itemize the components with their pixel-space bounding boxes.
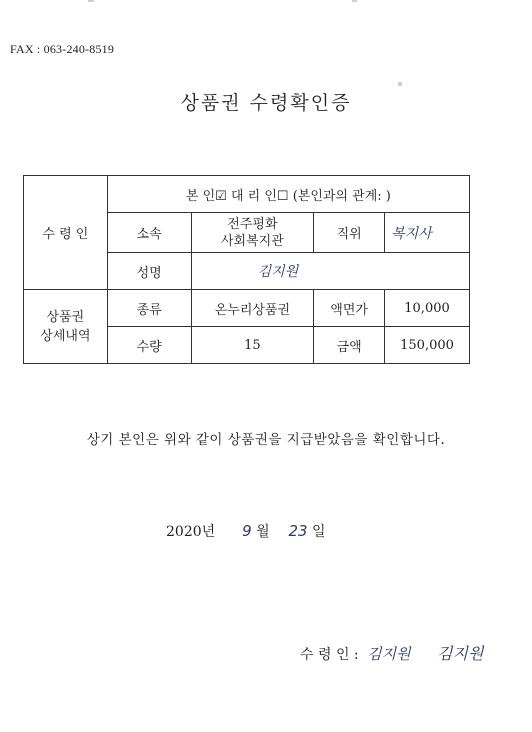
relation-line: 본 인☑ 대 리 인☐ (본인과의 관계: ) (107, 176, 469, 213)
signature-handwritten-name: 김지원 (367, 645, 411, 663)
details-label-line1: 상품권 (46, 309, 85, 325)
date-year: 2020년 (166, 524, 216, 540)
signature-line (300, 641, 483, 664)
scan-artifact-top-right (352, 0, 357, 2)
position-label: 직위 (314, 213, 385, 253)
amount-label: 금액 (314, 327, 385, 364)
table-row (24, 290, 470, 327)
affiliation-label: 소속 (107, 213, 191, 253)
type-label: 종류 (107, 290, 191, 327)
face-value-label: 액면가 (314, 290, 385, 327)
recipient-label: 수 령 인 (24, 176, 108, 290)
details-label (24, 290, 108, 364)
signature-label: 수 령 인 : (300, 647, 359, 663)
position-value: 복지사 (385, 213, 470, 253)
scan-artifact-top (88, 0, 94, 2)
affiliation-value-line1: 전주평화 (227, 216, 278, 232)
date-day-value: 23 (288, 522, 308, 540)
details-label-line2: 상세내역 (40, 328, 91, 344)
date-month-value: 9 (242, 522, 252, 540)
document-title: 상품권 수령확인증 (180, 92, 352, 114)
signature-mark: 김지원 (437, 644, 484, 663)
fax-number: FAX : 063-240-8519 (10, 42, 115, 56)
confirmation-statement: 상기 본인은 위와 같이 상품권을 지급받았음을 확인합니다. (86, 432, 446, 448)
date-day-unit: 일 (312, 524, 326, 540)
affiliation-value (191, 213, 314, 253)
issue-date (166, 521, 326, 541)
name-value: 김지원 (191, 253, 469, 290)
quantity-value: 15 (191, 327, 314, 364)
name-label: 성명 (107, 253, 191, 290)
date-month-unit: 월 (256, 524, 270, 540)
affiliation-value-line2: 사회복지관 (221, 233, 284, 249)
amount-value: 150,000 (385, 327, 470, 364)
receipt-table (23, 175, 470, 364)
type-value: 온누리상품권 (191, 290, 314, 327)
face-value: 10,000 (385, 290, 470, 327)
table-row (24, 176, 470, 213)
quantity-label: 수량 (107, 327, 191, 364)
scan-artifact-right (398, 82, 402, 86)
